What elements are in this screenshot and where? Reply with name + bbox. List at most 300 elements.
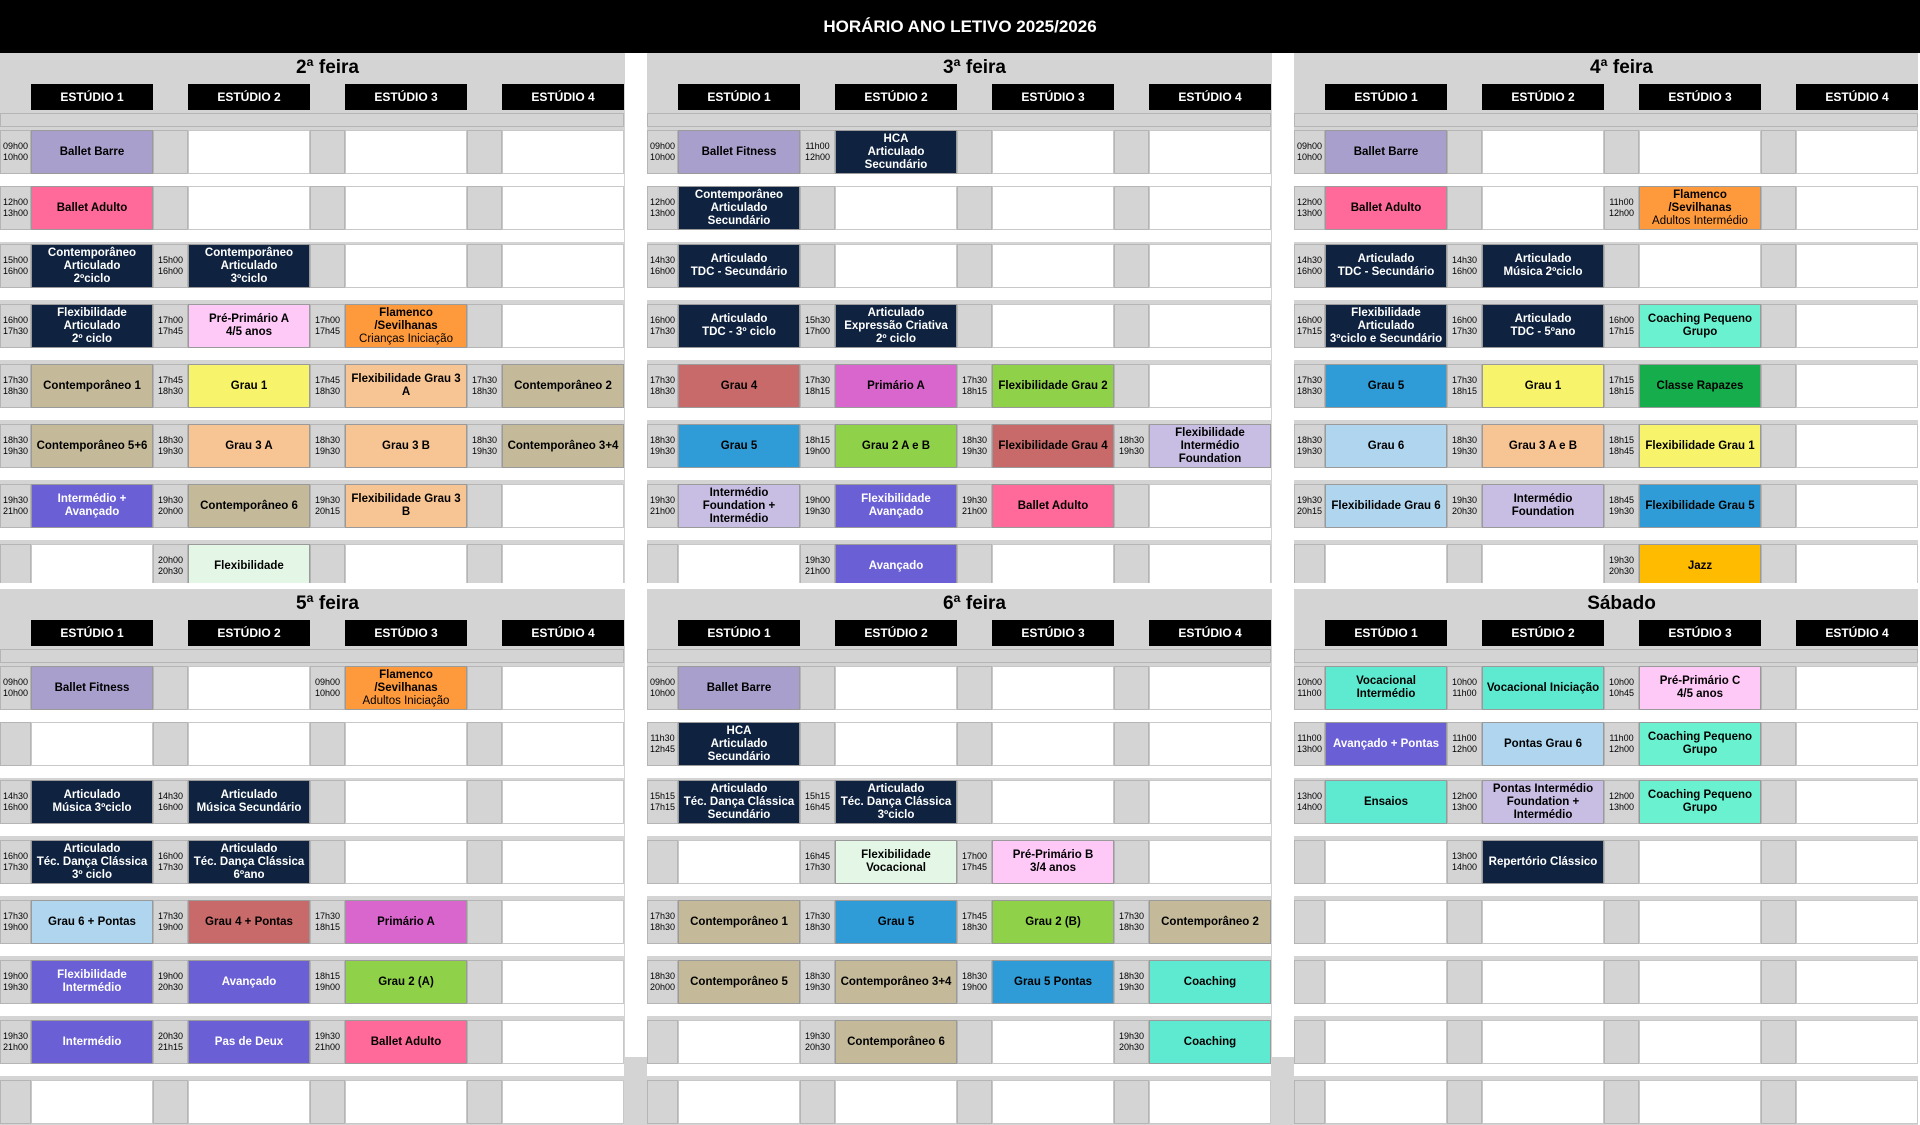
start-time: 17h30 xyxy=(471,375,498,385)
time-cell-empty xyxy=(1114,186,1149,230)
class-block[interactable] xyxy=(678,722,800,766)
class-block[interactable] xyxy=(1482,484,1604,528)
class-name-line: Contemporâneo 2 xyxy=(1161,915,1259,928)
class-block[interactable] xyxy=(1325,304,1447,348)
class-name-line: Téc. Dança Clássica xyxy=(683,795,795,808)
class-block[interactable] xyxy=(992,424,1114,468)
start-time: 20h30 xyxy=(157,1031,184,1041)
time-cell-empty xyxy=(1761,130,1796,174)
class-block[interactable] xyxy=(992,960,1114,1004)
studio-header: ESTÚDIO 4 xyxy=(1796,620,1918,646)
time-cell-empty xyxy=(1447,544,1482,588)
class-block[interactable] xyxy=(31,840,153,884)
end-time: 10h00 xyxy=(649,152,676,162)
class-block[interactable] xyxy=(31,186,153,230)
empty-slot xyxy=(502,244,624,288)
empty-slot xyxy=(1639,1020,1761,1064)
class-name-line: Vocacional xyxy=(866,862,926,874)
class-block[interactable] xyxy=(1482,304,1604,348)
row-separator xyxy=(1294,766,1918,778)
class-block[interactable] xyxy=(345,960,467,1004)
class-block[interactable] xyxy=(31,130,153,174)
empty-slot xyxy=(1796,186,1918,230)
start-time: 19h00 xyxy=(157,971,184,981)
class-block[interactable] xyxy=(1325,186,1447,230)
end-time: 13h00 xyxy=(2,208,29,218)
time-cell-empty xyxy=(1114,544,1149,588)
class-block[interactable] xyxy=(1482,244,1604,288)
class-block[interactable] xyxy=(678,484,800,528)
class-name-line: Intermédio xyxy=(62,1035,122,1048)
class-block[interactable] xyxy=(835,780,957,824)
class-block[interactable] xyxy=(992,364,1114,408)
end-time: 14h00 xyxy=(1296,802,1323,812)
studio-header: ESTÚDIO 3 xyxy=(1639,620,1761,646)
row-separator xyxy=(647,944,1271,956)
start-time: 17h15 xyxy=(1608,375,1635,385)
class-name-line: Contemporâneo 1 xyxy=(690,915,788,928)
class-name-line: Ballet Fitness xyxy=(54,681,130,694)
class-block[interactable] xyxy=(1149,960,1271,1004)
end-time: 13h00 xyxy=(1296,208,1323,218)
start-time: 19h30 xyxy=(314,495,341,505)
class-block[interactable] xyxy=(1482,780,1604,824)
end-time: 21h00 xyxy=(2,1042,29,1052)
end-time: 18h30 xyxy=(314,386,341,396)
class-name-line: Téc. Dança Clássica xyxy=(840,795,952,808)
class-block[interactable] xyxy=(678,900,800,944)
class-block[interactable] xyxy=(188,544,310,588)
class-time xyxy=(0,900,31,944)
row-separator xyxy=(0,528,624,540)
class-time xyxy=(1447,484,1482,528)
class-time xyxy=(800,780,835,824)
class-name-line: Ballet Barre xyxy=(59,145,125,158)
class-name-line: 4/5 anos xyxy=(225,326,273,338)
end-time: 10h00 xyxy=(314,688,341,698)
empty-slot xyxy=(1149,840,1271,884)
time-cell-empty xyxy=(957,304,992,348)
time-cell-empty xyxy=(467,900,502,944)
class-block[interactable] xyxy=(835,1020,957,1064)
start-time: 19h30 xyxy=(1118,1031,1145,1041)
class-name-line: Flexibilidade Grau 1 xyxy=(1645,439,1755,452)
studio-header: ESTÚDIO 1 xyxy=(678,620,800,646)
time-cell-empty xyxy=(1114,666,1149,710)
class-name-line: Primário A xyxy=(377,915,435,928)
empty-slot xyxy=(992,666,1114,710)
class-block[interactable] xyxy=(1482,364,1604,408)
empty-slot xyxy=(1796,780,1918,824)
end-time: 16h00 xyxy=(2,266,29,276)
class-block[interactable] xyxy=(31,424,153,468)
end-time: 13h00 xyxy=(649,208,676,218)
class-time xyxy=(0,1020,31,1064)
class-name-line: Articulado xyxy=(1357,319,1415,332)
start-time: 09h00 xyxy=(314,677,341,687)
class-block[interactable] xyxy=(1639,722,1761,766)
class-time xyxy=(0,960,31,1004)
class-block[interactable] xyxy=(345,484,467,528)
end-time: 20h30 xyxy=(157,982,184,992)
class-block[interactable] xyxy=(1639,424,1761,468)
class-name-line: Flexibilidade Grau 3 xyxy=(351,373,461,385)
class-subtitle: Adultos Intermédio xyxy=(1652,214,1748,227)
class-block[interactable] xyxy=(835,900,957,944)
empty-slot xyxy=(1639,244,1761,288)
class-block[interactable] xyxy=(345,424,467,468)
class-name-line: 2ºciclo xyxy=(73,272,111,285)
studio-header: ESTÚDIO 1 xyxy=(678,84,800,110)
class-block[interactable] xyxy=(992,900,1114,944)
end-time: 17h30 xyxy=(157,862,184,872)
start-time: 16h00 xyxy=(1296,315,1323,325)
empty-slot xyxy=(1482,960,1604,1004)
row-separator xyxy=(647,1004,1271,1016)
end-time: 20h30 xyxy=(1118,1042,1145,1052)
class-name-line: 3/4 anos xyxy=(1029,862,1077,874)
time-cell-empty xyxy=(800,186,835,230)
class-block[interactable] xyxy=(992,840,1114,884)
row-separator xyxy=(0,710,624,722)
start-time: 17h30 xyxy=(649,375,676,385)
time-cell-empty xyxy=(1294,960,1325,1004)
class-block[interactable] xyxy=(1149,424,1271,468)
class-block[interactable] xyxy=(678,244,800,288)
class-name-line: Contemporâneo 5+6 xyxy=(36,439,148,452)
class-name-line: Contemporâneo 6 xyxy=(200,499,298,512)
header-spacer xyxy=(647,649,1271,663)
class-block[interactable] xyxy=(1325,424,1447,468)
class-block[interactable] xyxy=(345,666,467,710)
class-name-line: Coaching Pequeno xyxy=(1647,731,1753,743)
class-name-line: Articulado xyxy=(63,319,121,332)
class-block[interactable] xyxy=(188,960,310,1004)
end-time: 20h15 xyxy=(314,506,341,516)
class-block[interactable] xyxy=(678,364,800,408)
empty-slot xyxy=(1149,304,1271,348)
end-time: 18h15 xyxy=(804,386,831,396)
class-block[interactable] xyxy=(188,484,310,528)
class-time xyxy=(1114,424,1149,468)
class-block[interactable] xyxy=(1149,900,1271,944)
start-time: 09h00 xyxy=(1296,141,1323,151)
end-time: 17h45 xyxy=(961,862,988,872)
day-title: 3ª feira xyxy=(678,53,1271,83)
class-time xyxy=(647,186,678,230)
class-block[interactable] xyxy=(1325,244,1447,288)
start-time: 16h00 xyxy=(1608,315,1635,325)
class-block[interactable] xyxy=(678,186,800,230)
class-block[interactable] xyxy=(502,424,624,468)
class-block[interactable] xyxy=(1325,722,1447,766)
row-separator xyxy=(647,348,1271,360)
empty-slot xyxy=(1639,130,1761,174)
class-block[interactable] xyxy=(678,780,800,824)
empty-slot xyxy=(992,544,1114,588)
empty-slot xyxy=(188,130,310,174)
class-block[interactable] xyxy=(678,960,800,1004)
class-block[interactable] xyxy=(188,304,310,348)
row-separator xyxy=(0,408,624,420)
class-name-line: Articulado xyxy=(63,259,121,272)
start-time: 17h45 xyxy=(157,375,184,385)
class-block[interactable] xyxy=(1639,364,1761,408)
class-time xyxy=(647,484,678,528)
end-time: 21h00 xyxy=(314,1042,341,1052)
start-time: 13h00 xyxy=(1296,791,1323,801)
row-separator xyxy=(1294,710,1918,722)
class-name-line: Repertório Clássico xyxy=(1488,855,1598,868)
class-block[interactable] xyxy=(188,364,310,408)
end-time: 18h30 xyxy=(1118,922,1145,932)
class-block[interactable] xyxy=(835,130,957,174)
end-time: 17h45 xyxy=(314,326,341,336)
time-cell-empty xyxy=(467,722,502,766)
class-name-line: Grau 5 xyxy=(877,915,915,928)
start-time: 09h00 xyxy=(649,677,676,687)
time-cell-empty xyxy=(1761,544,1796,588)
class-block[interactable] xyxy=(31,960,153,1004)
class-block[interactable] xyxy=(1325,364,1447,408)
empty-slot xyxy=(1796,484,1918,528)
class-block[interactable] xyxy=(835,304,957,348)
class-block[interactable] xyxy=(31,484,153,528)
start-time: 19h30 xyxy=(2,495,29,505)
class-block[interactable] xyxy=(188,840,310,884)
class-name-line: Ensaios xyxy=(1363,795,1409,808)
end-time: 19h30 xyxy=(2,446,29,456)
start-time: 17h30 xyxy=(804,911,831,921)
class-block[interactable] xyxy=(678,304,800,348)
class-block[interactable] xyxy=(31,1020,153,1064)
class-block[interactable] xyxy=(188,244,310,288)
start-time: 15h00 xyxy=(2,255,29,265)
studio-header: ESTÚDIO 1 xyxy=(31,84,153,110)
time-cell-empty xyxy=(957,186,992,230)
class-time xyxy=(1294,722,1325,766)
class-time xyxy=(0,780,31,824)
empty-slot xyxy=(1149,244,1271,288)
time-cell-empty xyxy=(1294,900,1325,944)
class-name-line: Grau 5 xyxy=(720,439,758,452)
start-time: 16h00 xyxy=(2,315,29,325)
class-block[interactable] xyxy=(835,960,957,1004)
empty-slot xyxy=(1796,304,1918,348)
time-cell-empty xyxy=(1761,484,1796,528)
class-block[interactable] xyxy=(1482,424,1604,468)
row-separator xyxy=(0,884,624,896)
studio-header: ESTÚDIO 2 xyxy=(835,620,957,646)
class-block[interactable] xyxy=(835,840,957,884)
class-name-line: Articulado xyxy=(220,259,278,272)
time-cell-empty xyxy=(957,130,992,174)
time-cell-empty xyxy=(0,1080,31,1124)
start-time: 17h30 xyxy=(2,911,29,921)
class-block[interactable] xyxy=(835,364,957,408)
time-cell-empty xyxy=(153,186,188,230)
end-time: 17h30 xyxy=(2,862,29,872)
time-cell-empty xyxy=(153,1080,188,1124)
row-separator xyxy=(1294,1004,1918,1016)
class-block[interactable] xyxy=(1639,304,1761,348)
class-block[interactable] xyxy=(502,364,624,408)
class-name-line: 3ºciclo xyxy=(877,808,915,821)
class-name-line: Contemporâneo xyxy=(47,246,137,259)
studio-header: ESTÚDIO 1 xyxy=(1325,620,1447,646)
class-block[interactable] xyxy=(188,900,310,944)
start-time: 19h00 xyxy=(804,495,831,505)
empty-slot xyxy=(835,722,957,766)
empty-slot xyxy=(502,130,624,174)
empty-slot xyxy=(992,244,1114,288)
class-block[interactable] xyxy=(1639,544,1761,588)
row-separator xyxy=(647,408,1271,420)
class-block[interactable] xyxy=(345,900,467,944)
class-name-line: Grau 4 + Pontas xyxy=(205,915,293,928)
empty-slot xyxy=(992,780,1114,824)
class-block[interactable] xyxy=(1325,780,1447,824)
day-title: 4ª feira xyxy=(1325,53,1918,83)
header-spacer xyxy=(1294,649,1918,663)
class-block[interactable] xyxy=(31,900,153,944)
class-block[interactable] xyxy=(835,424,957,468)
class-name-line: Téc. Dança Clássica xyxy=(193,855,305,868)
start-time: 11h00 xyxy=(1297,733,1322,743)
end-time: 20h30 xyxy=(1608,566,1635,576)
class-time xyxy=(0,484,31,528)
start-time: 17h30 xyxy=(1118,911,1145,921)
class-block[interactable] xyxy=(31,244,153,288)
class-time xyxy=(957,960,992,1004)
class-name-line: Classe Rapazes xyxy=(1656,379,1744,392)
empty-slot xyxy=(502,544,624,588)
empty-slot xyxy=(835,1080,957,1124)
class-time xyxy=(800,130,835,174)
class-block[interactable] xyxy=(188,780,310,824)
class-block[interactable] xyxy=(188,424,310,468)
class-time xyxy=(1604,304,1639,348)
class-name-line: Flexibilidade xyxy=(57,306,127,319)
end-time: 16h45 xyxy=(804,802,831,812)
class-name-line: Grau 5 Pontas xyxy=(1014,975,1092,988)
class-time xyxy=(1447,840,1482,884)
empty-slot xyxy=(1482,186,1604,230)
start-time: 14h30 xyxy=(1451,255,1478,265)
class-block[interactable] xyxy=(1639,666,1761,710)
class-name-line: Ballet Adulto xyxy=(56,201,128,214)
class-name-line: Articulado xyxy=(1357,253,1415,265)
studio-header: ESTÚDIO 2 xyxy=(1482,84,1604,110)
class-block[interactable] xyxy=(835,544,957,588)
class-name-line: Flexibilidade xyxy=(861,493,931,505)
time-cell-empty xyxy=(467,484,502,528)
header-spacer xyxy=(1294,113,1918,127)
class-time xyxy=(647,960,678,1004)
class-name-line: Contemporâneo xyxy=(694,188,784,201)
class-name-line: B xyxy=(401,506,411,518)
studio-header: ESTÚDIO 1 xyxy=(1325,84,1447,110)
start-time: 18h30 xyxy=(649,971,676,981)
class-time xyxy=(1294,244,1325,288)
time-cell-empty xyxy=(467,1080,502,1124)
class-name-line: Expressão Criativa xyxy=(844,319,948,332)
start-time: 15h15 xyxy=(804,791,831,801)
class-block[interactable] xyxy=(835,484,957,528)
class-time xyxy=(310,960,345,1004)
class-subtitle: Adultos Iniciação xyxy=(362,694,450,707)
empty-slot xyxy=(1149,186,1271,230)
class-block[interactable] xyxy=(992,484,1114,528)
class-name-line: Pontas Intermédio xyxy=(1492,782,1594,795)
start-time: 19h30 xyxy=(1296,495,1323,505)
class-block[interactable] xyxy=(678,130,800,174)
empty-slot xyxy=(345,840,467,884)
time-cell-empty xyxy=(1114,244,1149,288)
class-block[interactable] xyxy=(1325,484,1447,528)
time-cell-empty xyxy=(467,544,502,588)
end-time: 18h30 xyxy=(471,386,498,396)
class-block[interactable] xyxy=(1639,780,1761,824)
class-name-line: Intermédio xyxy=(1180,439,1240,452)
class-block[interactable] xyxy=(1325,666,1447,710)
class-time xyxy=(800,364,835,408)
header-spacer xyxy=(0,649,624,663)
class-block[interactable] xyxy=(1482,666,1604,710)
row-separator xyxy=(0,174,624,186)
class-block[interactable] xyxy=(345,364,467,408)
class-block[interactable] xyxy=(1325,130,1447,174)
time-cell-empty xyxy=(957,722,992,766)
class-time xyxy=(800,484,835,528)
end-time: 20h30 xyxy=(1451,506,1478,516)
row-separator xyxy=(647,528,1271,540)
class-name-line: Avançado + Pontas xyxy=(1333,737,1439,750)
empty-slot xyxy=(1149,544,1271,588)
class-block[interactable] xyxy=(1482,840,1604,884)
class-block[interactable] xyxy=(1639,484,1761,528)
end-time: 19h30 xyxy=(157,446,184,456)
class-block[interactable] xyxy=(678,424,800,468)
class-block[interactable] xyxy=(31,304,153,348)
start-time: 18h30 xyxy=(1296,435,1323,445)
time-cell-empty xyxy=(1294,840,1325,884)
class-name-line: Contemporâneo 2 xyxy=(514,379,612,392)
class-block[interactable] xyxy=(188,1020,310,1064)
studio-header: ESTÚDIO 1 xyxy=(31,620,153,646)
empty-slot xyxy=(31,722,153,766)
class-block[interactable] xyxy=(31,364,153,408)
time-cell-empty xyxy=(800,1080,835,1124)
class-block[interactable] xyxy=(31,666,153,710)
class-block[interactable] xyxy=(1149,1020,1271,1064)
start-time: 19h30 xyxy=(157,495,184,505)
class-block[interactable] xyxy=(31,780,153,824)
class-block[interactable] xyxy=(1482,722,1604,766)
class-block[interactable] xyxy=(345,1020,467,1064)
class-time xyxy=(1447,244,1482,288)
time-cell-empty xyxy=(467,244,502,288)
empty-slot xyxy=(1482,900,1604,944)
class-block[interactable] xyxy=(678,666,800,710)
class-time xyxy=(1294,424,1325,468)
end-time: 12h00 xyxy=(1608,744,1635,754)
class-block[interactable] xyxy=(1639,186,1761,230)
end-time: 19h00 xyxy=(314,982,341,992)
class-block[interactable] xyxy=(345,304,467,348)
class-time xyxy=(0,186,31,230)
empty-slot xyxy=(1639,900,1761,944)
